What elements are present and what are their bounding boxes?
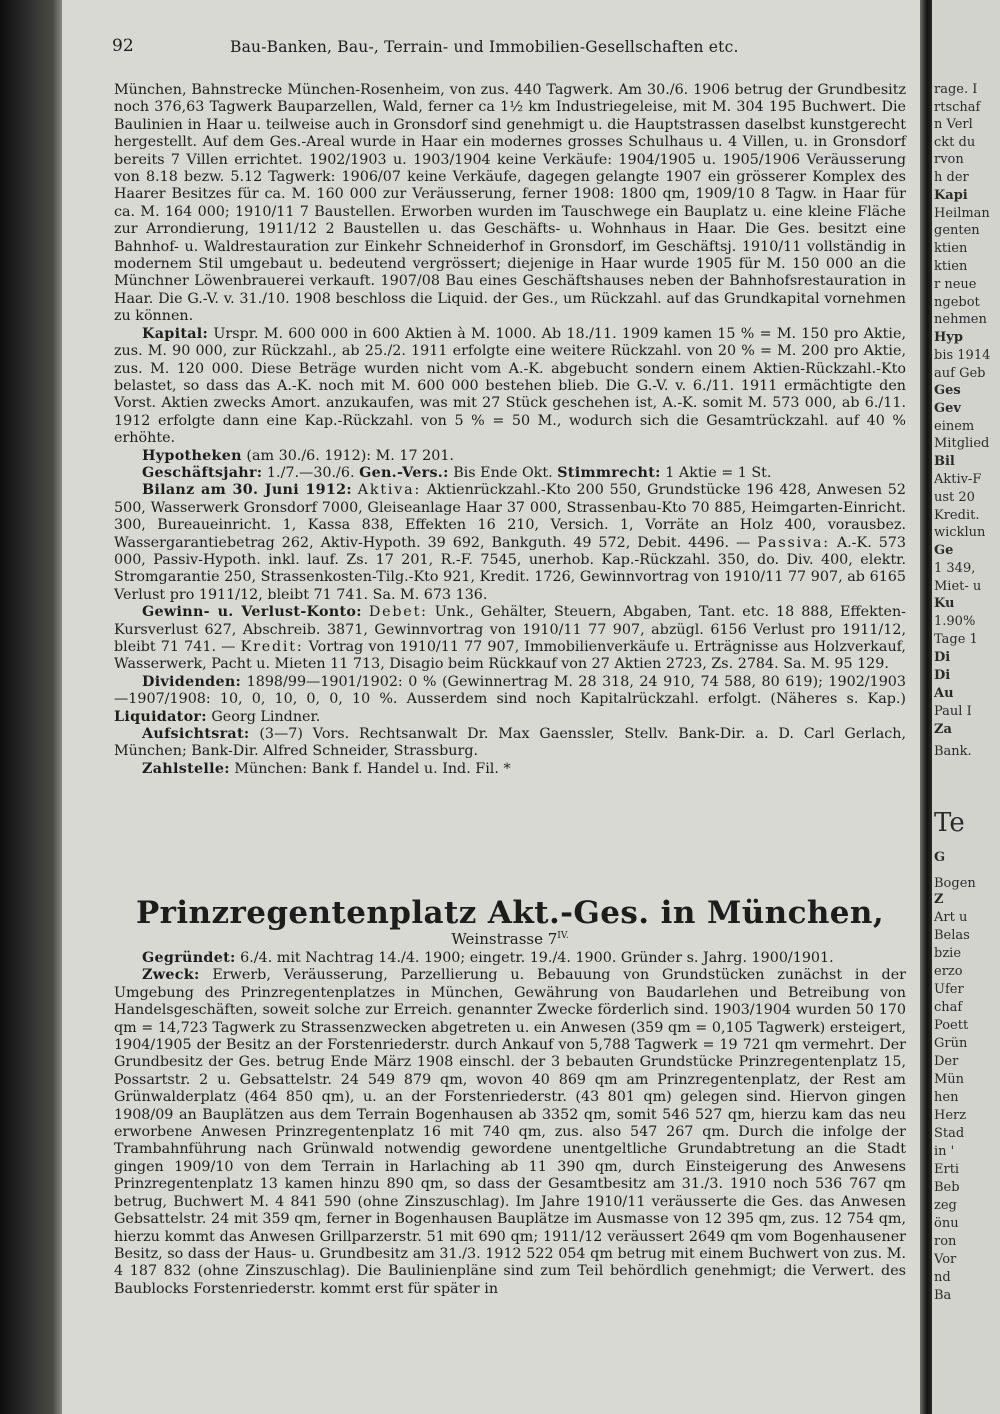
facing-page-fragment: hen (934, 1090, 959, 1105)
facing-page-fragment: Au (934, 686, 954, 701)
facing-page-fragment: G (934, 850, 946, 865)
facing-page-fragment: Stad (934, 1126, 965, 1141)
page-gutter (920, 0, 932, 1414)
facing-page-fragment: 1 349, (934, 561, 976, 576)
geschaeftsjahr-label: Geschäftsjahr: (142, 464, 263, 481)
zahlstelle-label: Zahlstelle: (142, 760, 230, 777)
facing-page-fragment: rvon (934, 152, 964, 167)
gegruendet-label: Gegründet: (142, 950, 236, 966)
facing-page-fragment: r neue (934, 277, 977, 292)
facing-page-fragment: zeg (934, 1198, 957, 1213)
facing-page-fragment: Poett (934, 1018, 969, 1033)
facing-page-fragment: Vor (934, 1252, 957, 1267)
facing-page-fragment: Grün (934, 1036, 968, 1051)
facing-page-fragment: Mitglied (934, 436, 990, 451)
facing-page-fragment: h der (934, 170, 969, 185)
facing-page-fragment: einem (934, 419, 975, 434)
geschaeftsjahr-text: 1./7.—30./6. (266, 464, 355, 481)
facing-page-fragment: bis 1914 (934, 348, 991, 363)
facing-page-fragment: 1.90% (934, 614, 976, 629)
facing-page-fragment: Di (934, 668, 951, 683)
zweck-label: Zweck: (142, 967, 200, 984)
facing-page-fragment: Te (934, 808, 965, 838)
facing-page-fragment: Kapi (934, 188, 968, 203)
company-address (114, 930, 906, 948)
facing-page-fragment: Ba (934, 1288, 952, 1303)
stimmrecht-text: 1 Aktie = 1 St. (665, 464, 772, 481)
facing-page-fragment: Ges (934, 383, 961, 398)
book-binding-shadow (0, 0, 62, 1414)
dividenden-text: 1898/99—1901/1902: 0 % (Gewinnertrag M. 28 318, 24 910, 74 588, 80 619); 1902/1903—1907/1908: 10, 0, 10, 0, 0, 10 %. Ausserdem sind noch Kapitalrückzahl. erfolgt. (Näheres s. Kap.) (114, 673, 906, 708)
gegruendet-text: 6./4. mit Nachtrag 14./4. 1900; eingetr. 19./4. 1900. Gründer s. Jahrg. 1900/1901. (240, 950, 834, 966)
bilanz-label: Bilanz am 30. Juni 1912: (142, 482, 352, 499)
passiva-label: Passiva: (757, 534, 830, 551)
facing-page-fragment: Hyp (934, 330, 963, 345)
debet-text: Unk., Gehälter, Steuern, Abgaben, Tant. etc. 18 888, Effekten-Kursverlust 627, Abschreib. 3871, Gewinnvortrag von 1910/11 77 907, abzügl. 6156 Verlust pro 1911/12, bleibt 71 741. — (114, 604, 907, 655)
facing-page-fragment: ckt du (934, 135, 976, 150)
dividenden-label: Dividenden: (142, 673, 242, 690)
facing-page-fragment: Bogen (934, 876, 976, 891)
page-number: 92 (112, 36, 134, 56)
facing-page-fragment: Erti (934, 1162, 960, 1177)
kredit-label: Kredit: (240, 639, 304, 655)
facing-page-fragment: erzo (934, 964, 963, 979)
facing-page-fragment: ktien (934, 241, 968, 256)
facing-page-fragment: nd (934, 1270, 951, 1285)
facing-page-fragment: Tage 1 (934, 632, 978, 647)
running-title: Bau-Banken, Bau-, Terrain- und Immobilien-Gesellschaften etc. (230, 38, 739, 56)
facing-page-edge (932, 0, 1000, 1414)
facing-page-fragment: Miet- u (934, 579, 982, 594)
facing-page-fragment: Za (934, 722, 952, 737)
facing-page-fragment: ktien (934, 259, 968, 274)
hypotheken-label: Hypotheken (142, 447, 242, 464)
liquidator-text: Georg Lindner. (211, 708, 321, 725)
facing-page-fragment: Belas (934, 928, 970, 943)
facing-page-fragment: Di (934, 650, 951, 665)
hypotheken-text: (am 30./6. 1912): M. 17 201. (246, 447, 454, 464)
address-text: Weinstrasse 7 (451, 930, 558, 948)
facing-page-fragment: Ge (934, 543, 954, 558)
company-title: Prinzregentenplatz Akt.-Ges. in München, (135, 895, 885, 931)
facing-page-fragment: Heilman (934, 206, 990, 221)
address-floor: IV. (557, 931, 569, 941)
facing-page-fragment: nehmen (934, 312, 987, 327)
liquidator-label: Liquidator: (114, 708, 207, 725)
facing-page-fragment: bzie (934, 946, 962, 961)
facing-page-fragment: Art u (934, 910, 968, 925)
facing-page-fragment: Kredit. (934, 508, 980, 523)
facing-page-fragment: rtschaf (934, 100, 981, 115)
facing-page-fragment: Bank. (934, 744, 972, 759)
facing-page-fragment: ron (934, 1234, 957, 1249)
facing-page-fragment: Herz (934, 1108, 967, 1123)
aktiva-label: Aktiva: (357, 482, 422, 499)
facing-page-fragment: Ufer (934, 982, 964, 997)
facing-page-fragment: auf Geb (934, 366, 986, 381)
aufsichtsrat-text: (3—7) Vors. Rechtsanwalt Dr. Max Gaenssler, Stellv. Bank-Dir. a. D. Carl Gerlach, München; Bank-Dir. Alfred Schneider, Strassburg. (114, 726, 907, 760)
facing-page-fragment: Der (934, 1054, 959, 1069)
facing-page-fragment: önu (934, 1216, 959, 1231)
facing-page-fragment: rage. I (934, 82, 978, 97)
facing-page-fragment: Aktiv-F (934, 472, 982, 487)
kredit-text: Vortrag von 1910/11 77 907, Immobilienverkäufe u. Erträgnisse aus Holzverkauf, Wasserwerk, Pacht u. Mieten 11 713, Disagio beim Rückkauf von 27 Aktien 2723, Zs. 2784. Sa. M. 95 129. (114, 639, 906, 673)
facing-page-fragment: ngebot (934, 295, 980, 310)
facing-page-fragment: Z (934, 892, 944, 907)
facing-page-fragment: Paul I (934, 704, 972, 719)
kapital-label: Kapital: (142, 325, 209, 342)
debet-label: Debet: (368, 604, 428, 621)
passiva-text: A.-K. 573 000, Passiv-Hypoth. inkl. lauf. Zs. 17 201, R.-F. 7545, unerhob. Kap.-Rückzahl. 350, do. Div. 400, elektr. Stromgarantie 250, Strassenkosten-Tilg.-Kto 921, Kredit. 1726, Gewinnvortrag von 1910/11 77 907, ab 6165 Verlust pro 1911/12, bleibt 71 741. Sa. M. 673 136. (114, 534, 906, 603)
kapital-text: Urspr. M. 600 000 in 600 Aktien à M. 1000. Ab 18./11. 1909 kamen 15 % = M. 150 pro Aktie, zus. M. 90 000, zur Rückzahl., ab 25./2. 1911 erfolgte eine weitere Rückzahl. von 20 % = M. 200 pro Aktie, zus. M. 120 000. Diese Beträge wurden nicht vom A.-K. abgebucht sondern einem Aktien-Rückzahl.-Kto belastet, so dass das A.-K. noch mit M. 600 000 bestehen blieb. Die G.-V. v. 6./11. 1911 ermächtigte den Vorst. Aktien zwecks Amort. anzukaufen, was mit 27 Stück geschehen ist, A.-K. somit M. 573 000, ab 6./11. 1912 erfolgte dann eine Kap.-Rückzahl. von 5 % = 50 M., wodurch sich die Gesamtrückzahl. auf 40 % erhöhte. (114, 325, 906, 447)
gen-vers-text: Bis Ende Okt. (453, 464, 553, 481)
facing-page-fragment: chaf (934, 1000, 963, 1015)
facing-page-fragment: wicklun (934, 525, 986, 540)
aufsichtsrat-label: Aufsichtsrat: (142, 726, 250, 743)
facing-page-fragment: genten (934, 223, 980, 238)
facing-page-fragment: in ' (934, 1144, 955, 1159)
gen-vers-label: Gen.-Vers.: (359, 464, 449, 481)
guv-label: Gewinn- u. Verlust-Konto: (142, 604, 362, 621)
facing-page-fragment: Mün (934, 1072, 965, 1087)
previous-company-entry (114, 82, 906, 778)
facing-page-fragment: Gev (934, 401, 961, 416)
aktiva-text: Aktienrückzahl.-Kto 200 550, Grundstücke 196 428, Anwesen 52 500, Wasserwerk Gronsdorf 7000, Gleiseanlage Haar 37 000, Strassenbau-Kto 70 885, Heimgarten-Einricht. 300, Bureaueinricht. 1, Kassa 838, Effekten 16 210, Versich. 1, Vorräte an Holz 400, vorausbez. Wassergarantiebetrag 262, Aktiv-Hypoth. 39 692, Bankguth. 49 572, Debit. 4496. — (114, 482, 906, 551)
stimmrecht-label: Stimmrecht: (557, 464, 661, 481)
page-header (112, 36, 900, 58)
intro-paragraph: München, Bahnstrecke München-Rosenheim, von zus. 440 Tagwerk. Am 30./6. 1906 betrug der Grundbesitz noch 376,63 Tagwerk Bauparzellen, Wald, ferner ca 1½ km Industriegeleise, mit M. 304 195 Buchwert. Die Baulinien in Haar u. teilweise auch in Gronsdorf sind genehmigt u. die Hauptstrassen daselbst kunstgerecht hergestellt. Auf dem Ges.-Areal wurde in Haar ein modernes grosses Schulhaus u. 4 Villen, u. in Gronsdorf bereits 7 Villen errichtet. 1902/1903 u. 1903/1904 keine Verkäufe: 1904/1905 u. 1905/1906 Veräusserung von 8.18 bezw. 5.12 Tagwerk: 1906/07 keine Verkäufe, dagegen gelangte 1907 ein grösserer Komplex des Haarer Besitzes für ca. M. 160 000 zur Veräusserung, ferner 1908: 1800 qm, 1909/10 8 Tagw. in Haar für ca. M. 164 000; 1910/11 7 Baustellen. Erworben wurden im Tauschwege ein Bauplatz u. eine kleine Fläche zur Arrondierung, 1911/12 2 Baustellen u. das Geschäfts- u. Wohnhaus in Haar. Die Ges. besitzt eine Bahnhof- u. Waldrestauration zur Einkehr Schneiderhof in Gronsdorf, im Geschäftsj. 1910/11 vollständig in modernem Stil umgebaut u. bedeutend vergrössert; diejenige in Haar wurde 1905 für M. 150 000 an die Münchner Löwenbrauerei verkauft. 1907/08 Bau eines Geschäftshauses neben der Bahnhofsrestauration in Haar. Die G.-V. v. 31./10. 1908 beschloss die Liquid. der Ges., um Rückzahl. auf das Grundkapital vornehmen zu können. (114, 82, 906, 325)
zahlstelle-text: München: Bank f. Handel u. Ind. Fil. * (234, 760, 511, 777)
book-page (62, 0, 920, 1414)
zweck-text: Erwerb, Veräusserung, Parzellierung u. Bebauung von Grundstücken zunächst in der Umgebung des Prinzregentenplatzes in München, Gewährung von Baudarlehen und Betreibung von Handelsgeschäften, soweit solche zur Erreich. genannter Zwecke förderlich sind. 1903/1904 wurden 50 170 qm = 14,723 Tagwerk zu Strassenzwecken abgetreten u. ein Anwesen (359 qm = 0,105 Tagwerk) ersteigert, 1904/1905 der Besitz an der Forstenriederstr. durch Ankauf von 5,788 Tagwerk = 19 721 qm vermehrt. Der Grundbesitz der Ges. betrug Ende März 1908 einschl. der 3 bebauten Grundstücke Prinzregentenplatz 15, Possartstr. 2 u. Gebsattelstr. 24 549 879 qm, wovon 40 869 qm am Prinzregentenplatz, der Rest am Grünwalderplatz (464 850 qm), u. an der Forstenriederstr. (43 801 qm) gelegen sind. Hiervon gingen 1908/09 an Bauplätzen aus dem Terrain Bogenhausen ab 3352 qm, somit 546 527 qm, hierzu kam das neu erworbene Anwesen Prinzregentenplatz 16 mit 740 qm, zus. also 547 267 qm. Durch die infolge der Trambahnführung nach Grünwald notwendig gewordene unentgeltliche Grundabtretung an die Stadt gingen 1909/10 von dem Terrain in Harlaching ab 11 390 qm, durch Einsteigerung des Anwesens Prinzregentenplatz 13 kamen hinzu 890 qm, so dass der Gesamtbesitz am 31./3. 1910 noch 536 767 qm betrug, Buchwert M. 4 841 590 (ohne Zinszuschlag). Im Jahre 1910/11 veräusserte die Ges. das Anwesen Gebsattelstr. 24 mit 359 qm, ferner in Bogenhausen Bauplätze im Ausmasse von 12 395 qm, zus. 12 754 qm, hierzu kommt das Anwesen Grillparzerstr. 51 mit 690 qm; 1911/12 veräussert 2649 qm vom Bogenhausener Besitz, so dass der Haus- u. Grundbesitz am 31./3. 1912 522 054 qm betrug mit einem Buchwert von zus. M. 4 187 832 (ohne Zinszuschlag). Die Baulinienpläne sind zum Teil behördlich genehmigt; die Verwert. des Baublocks Forstenriederstr. kommt erst für später in (114, 967, 906, 1297)
facing-page-fragment: Bil (934, 454, 955, 469)
facing-page-fragment: Ku (934, 596, 955, 611)
facing-page-fragment: ust 20 (934, 490, 975, 505)
facing-page-fragment: Beb (934, 1180, 960, 1195)
facing-page-fragment: n Verl (934, 117, 973, 132)
company-entry (114, 950, 906, 1298)
